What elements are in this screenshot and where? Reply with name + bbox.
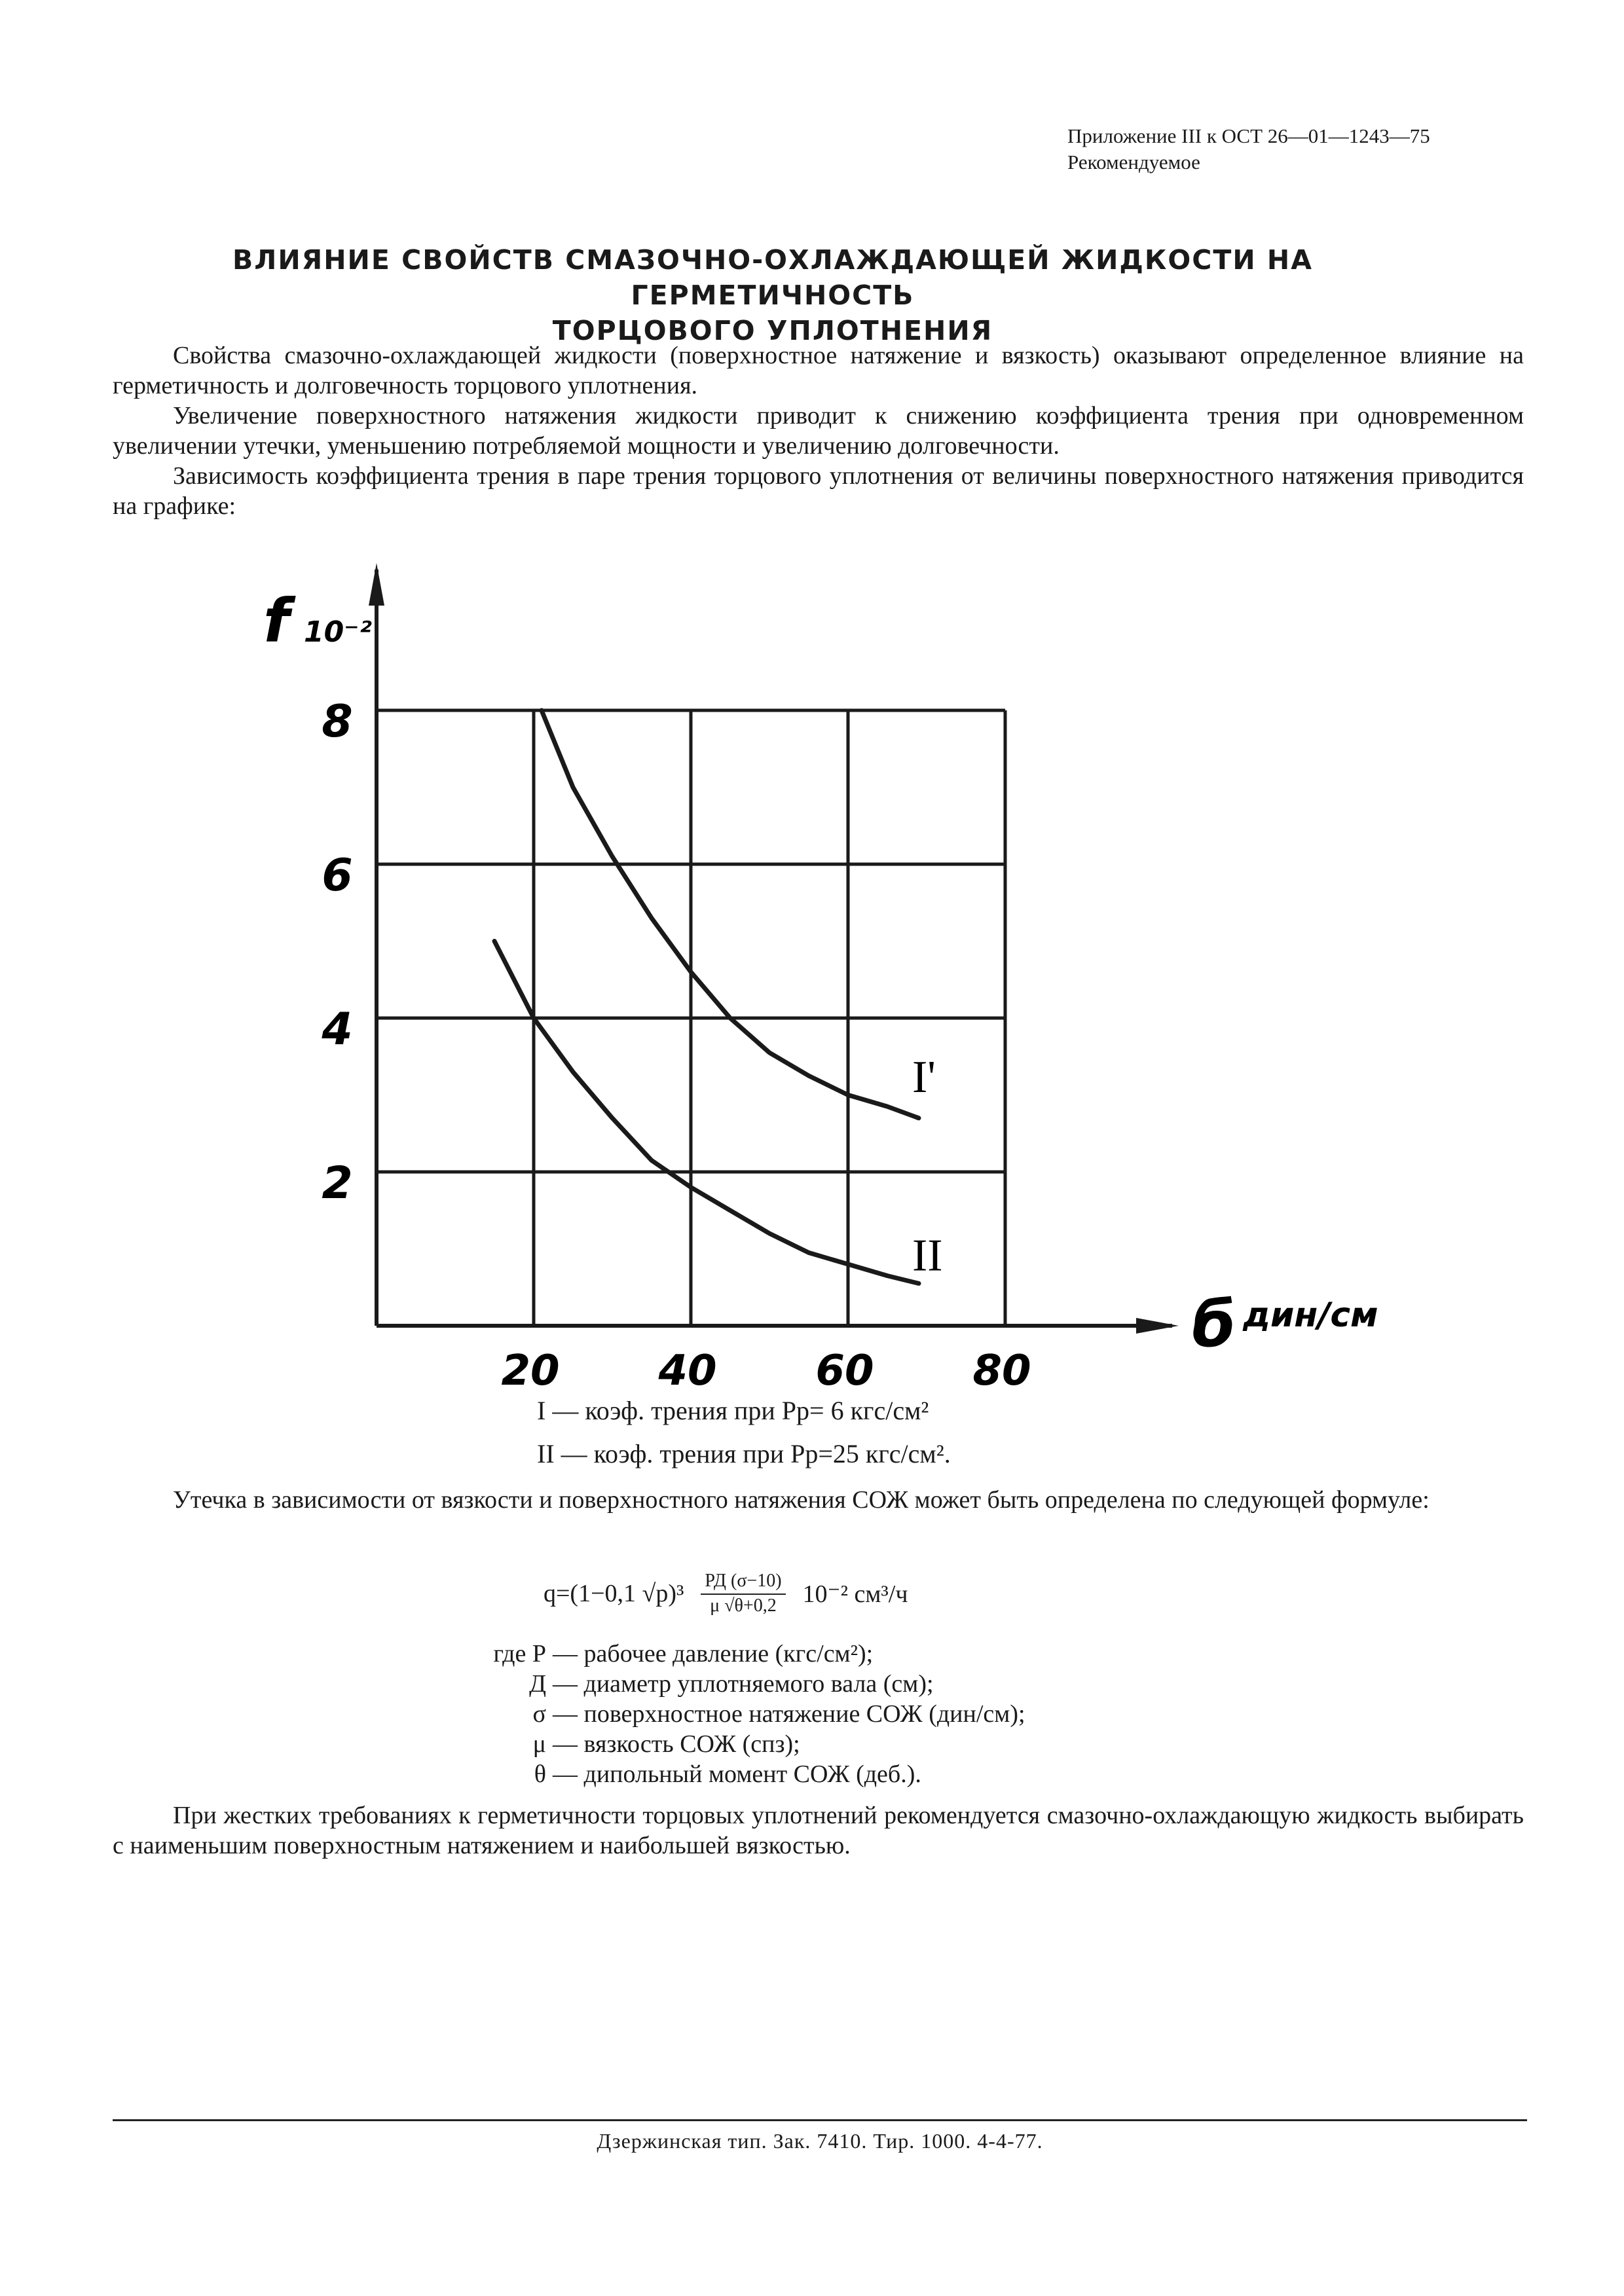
x-tick-label: 40 (658, 1347, 717, 1394)
formula-definitions (452, 1639, 1025, 1789)
definition-row (452, 1759, 1025, 1789)
definition-symbol: Д (529, 1670, 546, 1698)
definition-row (452, 1729, 1025, 1759)
legend-item-1: I — коэф. трения при Pр= 6 кгс/см² (537, 1396, 929, 1425)
x-tick-label: 60 (815, 1347, 874, 1394)
formula-numerator: РД (σ−10) (701, 1570, 785, 1595)
definition-text: — рабочее давление (кгс/см²); (553, 1640, 874, 1667)
paragraph-surface-tension: Увеличение поверхностного натяжения жидкости приводит к снижению коэффициента трения при одновременном увеличении утечки, уменьшению потребляемой мощности и увеличению долговечности. (113, 402, 1524, 460)
y-axis-label: f (263, 586, 290, 656)
definition-text: — поверхностное натяжение СОЖ (дин/см); (553, 1700, 1025, 1728)
definition-text: — вязкость СОЖ (спз); (553, 1730, 800, 1758)
x-axis-label: б (1192, 1288, 1236, 1361)
series-label-1: I' (912, 1051, 936, 1102)
definition-row (452, 1669, 1025, 1699)
page-title (98, 242, 1447, 348)
formula-fraction (701, 1570, 785, 1617)
paragraph-properties: Свойства смазочно-охлаждающей жидкости (поверхностное натяжение и вязкость) оказывают определенное влияние на герметичность и долговечность торцового уплотнения. (113, 342, 1524, 399)
printer-imprint: Дзержинская тип. Зак. 7410. Тир. 1000. 4-4-77. (597, 2129, 1043, 2153)
formula-denominator: μ √θ+0,2 (710, 1595, 777, 1616)
definition-symbol: σ (532, 1700, 546, 1728)
leak-formula (544, 1570, 908, 1617)
y-axis-exponent: 10⁻² (304, 615, 372, 649)
definition-symbol: μ (532, 1730, 546, 1758)
title-line-2: ТОРЦОВОГО УПЛОТНЕНИЯ (552, 315, 993, 346)
chart-axes (369, 563, 1179, 1334)
title-line-1: ВЛИЯНИЕ СВОЙСТВ СМАЗОЧНО-ОХЛАЖДАЮЩЕЙ ЖИДКОСТИ НА ГЕРМЕТИЧНОСТЬ (232, 244, 1313, 311)
y-tick-label: 6 (322, 850, 353, 902)
y-tick-label: 4 (322, 1004, 353, 1055)
definition-text: — дипольный момент СОЖ (деб.). (553, 1760, 921, 1788)
chart-grid (377, 710, 1005, 1326)
x-axis-arrowhead (1136, 1318, 1179, 1334)
x-axis-unit: дин/см (1243, 1296, 1378, 1335)
chart-legend (537, 1389, 1126, 1476)
paragraph-graph-intro: Зависимость коэффициента трения в паре трения торцового уплотнения от величины поверхностного натяжения приводится на графике: (113, 462, 1524, 520)
annex-reference: Приложение III к ОСТ 26—01—1243—75 (1067, 124, 1430, 147)
series-label-2: II (912, 1230, 943, 1281)
y-tick-label: 2 (322, 1157, 353, 1209)
series-labels (912, 1052, 943, 1281)
document-annex-note (1067, 123, 1430, 175)
definition-row (452, 1699, 1025, 1729)
x-axis-title (1192, 1288, 1378, 1361)
chart-series (494, 710, 919, 1283)
annex-status: Рекомендуемое (1067, 151, 1200, 173)
definition-symbol: θ (534, 1760, 546, 1788)
paragraph-leak-formula-intro: Утечка в зависимости от вязкости и поверхностного натяжения СОЖ может быть определена по следующей формуле: (173, 1486, 1430, 1514)
y-axis-title (263, 586, 372, 656)
y-axis-arrowhead (369, 563, 384, 606)
formula-lhs: q=(1−0,1 √p)³ (544, 1580, 684, 1607)
definition-row (452, 1639, 1025, 1669)
chart-tick-labels (321, 696, 1031, 1394)
paragraph-recommendation: При жестких требованиях к герметичности торцовых уплотнений рекомендуется смазочно-охлаждающую жидкость выбирать с наименьшим поверхностным натяжением и наибольшей вязкостью. (113, 1802, 1524, 1859)
legend-item-2: II — коэф. трения при Pр=25 кгс/см². (537, 1439, 951, 1468)
y-tick-label: 8 (322, 696, 353, 748)
x-tick-label: 20 (501, 1347, 560, 1394)
definition-symbol: где Р (493, 1640, 546, 1667)
definition-text: — диаметр уплотняемого вала (см); (553, 1670, 934, 1698)
formula-rhs: 10⁻² см³/ч (802, 1580, 908, 1608)
x-tick-label: 80 (972, 1347, 1031, 1394)
friction-chart (236, 543, 1401, 1394)
footer-divider (113, 2119, 1527, 2121)
series-curve-1 (542, 710, 919, 1118)
